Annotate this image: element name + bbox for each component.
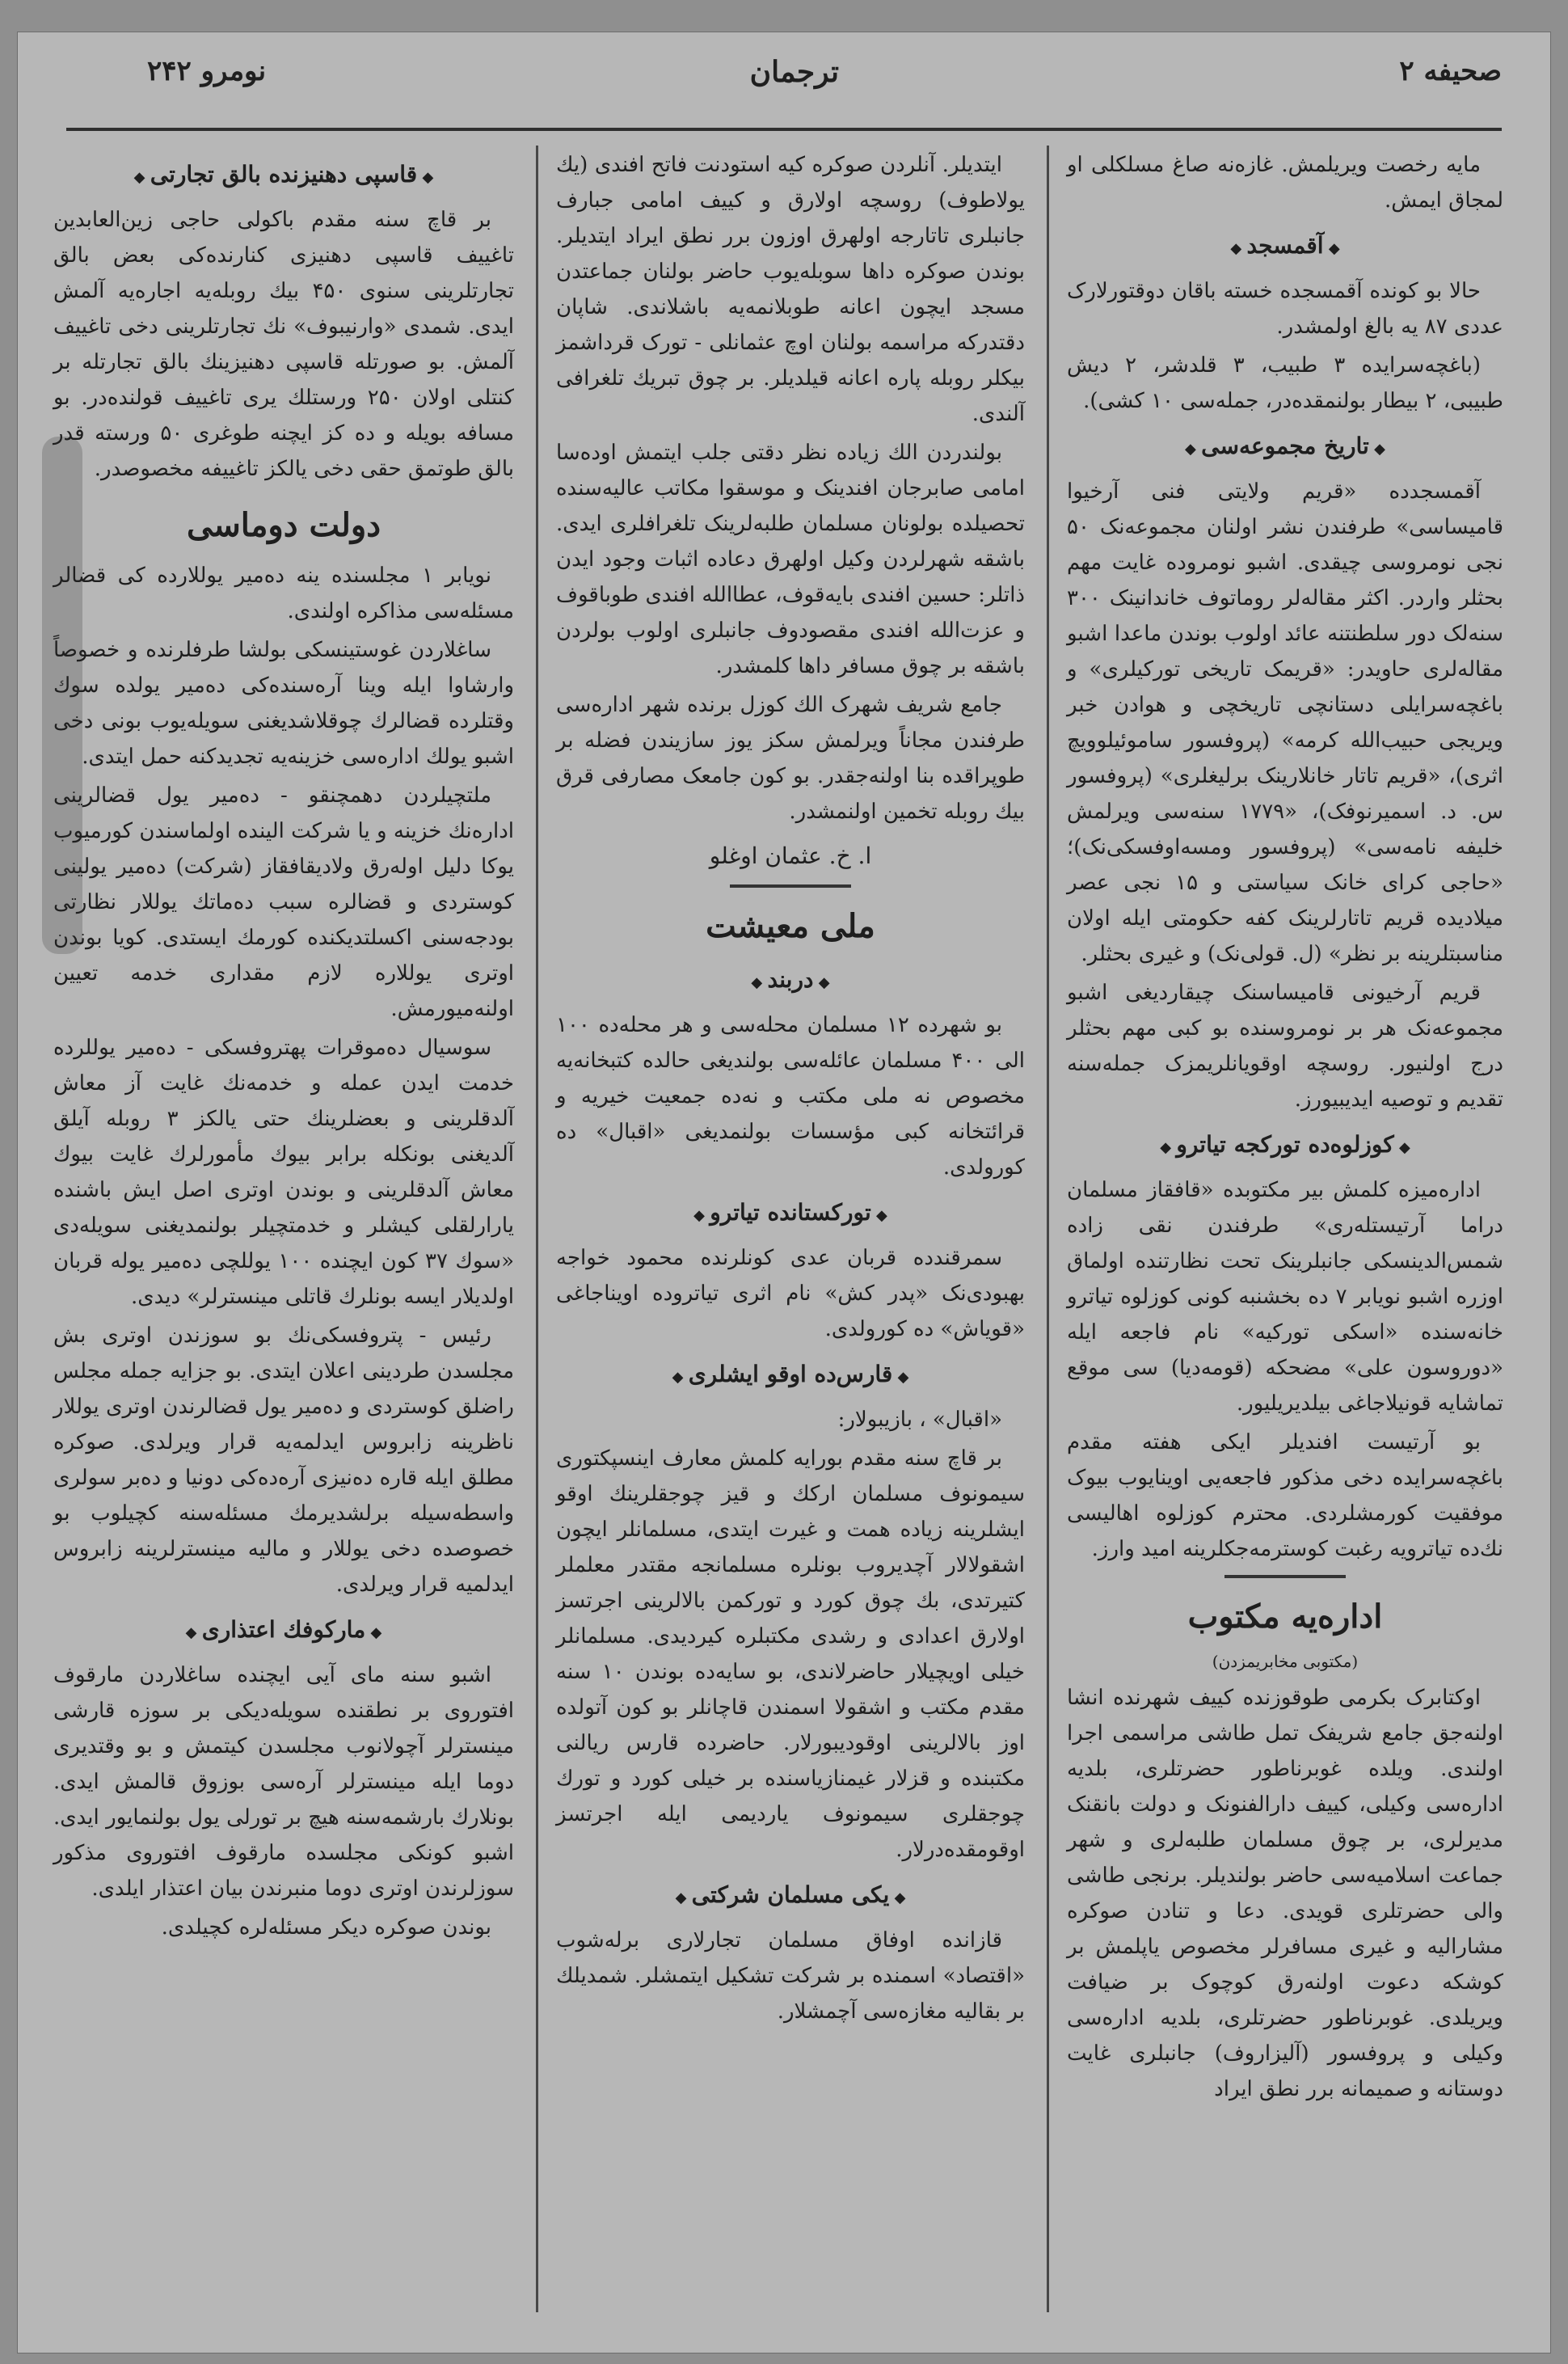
article-paragraph: ساغلاردن غوستینسکی بولشا طرفلرنده و خصوصاً وارشاوا ایله وینا آره‌سنده‌کی ده‌میر یولده سوك وقتلرده قضالرك چوقلاشدیغنی سویله‌یوب بونی دخی اشبو یولك اداره‌سی خزینه‌یه تجدیدکنه حمل ایتدی. xyxy=(53,638,514,769)
section-separator xyxy=(730,884,851,888)
page-header xyxy=(18,32,1550,129)
section-heading: ◆ تاریخ مجموعه‌سی ◆ xyxy=(1067,427,1503,469)
column-middle xyxy=(556,147,1025,2314)
article-paragraph: بر قاچ سنه مقدم باکولی حاجی زین‌العابدین تاغییف قاسپی دهنیزی کنارنده‌کی بعض بالق تجارتلرینی سنوی ۴۵۰ بیك روبله‌یه اجاره‌یه آلمش ایدی. شمدی «وارنیبوف» نك تجارتلرینی دخی تاغییف آلمش. بو صورتله قاسپی دهنیزینك بالق تجارتله بر کنتلی اولان ۲۵۰ ورستلك یری تاغییف قولنده‌در. بو مسافه بویله و ده کز ایچنه طوغری ۵۰ ورسته قدر بالق طوتمق حقی دخی یالکز تاغییفه مخصوصدر. xyxy=(53,208,515,481)
article-paragraph: حالا بو کونده آقمسجده خسته باقان دوقتورلارک عددی ۸۷ یه بالغ اولمشدر. xyxy=(1067,279,1503,339)
article-paragraph: نویابر ۱ مجلسنده ینه ده‌میر یوللارده کی قضالر مسئله‌سی مذاکره اولندی. xyxy=(53,564,514,623)
column-rule xyxy=(1047,146,1049,2312)
article-paragraph: قازانده اوفاق مسلمان تجارلاری برله‌شوب «اقتصاد» اسمنده بر شرکت تشکیل ایتمشلر. شمدیلك بر بقالیه مغازه‌سی آچمشلار. xyxy=(556,1928,1025,2024)
article-paragraph: آقمسجدده «قریم ولایتی فنی آرخیوا قامیساسی» طرفندن نشر اولنان مجموعه‌نک ۵۰ نجی نومروسی چیقدی. اشبو نومروده غایت مهم بحثلر واردر. اکثر مقاله‌لر روماتوف خاندانینک ۳۰۰ سنه‌لک دور سلطنتنه عائد اولوب بوندن ماعدا اشبو مقاله‌لری حاویدر: «قریمک تاریخی تورکیلری» و باغچه‌سرایلی دستانچی تاریخچی و هوادن خبر ویریجی حبیب‌الله کرمه» (پروفسور ساموئیلوویچ اثری)، «قریم تاتار خانلارینک برلیغلری» (پروفسور س. د. اسمیرنوفک)، «۱۷۷۹ سنه‌سی ویرلمش خلیفه نامه‌سی» (پروفسور ومسه‌اوفسکی‌نک)؛ «حاجی کرای خانک سیاستی و ۱۵ نجی عصر میلادیده قریم تاتارلرینک کفه حکومتی ایله اولان مناسبتلرینه بر نظر» (ل. قولی‌نک) و غیری بحثلر. xyxy=(1067,479,1503,966)
header-rule xyxy=(66,128,1502,131)
article-paragraph: ملتچیلردن دهمچنقو - ده‌میر یول قضالرینی اداره‌نك خزینه و یا شرکت الینده اولماسندن کورمیوب یوکا دلیل اوله‌رق ولادیقافقاز (شرکت) ده‌میر یولینی کوستردی و قضالره سبب ده‌ماتك یوللار نظارتی بودجه‌سنی اکسلتدیکنده کورمك ایستدی. کویا بوندن اوتری یوللاره لازم مقداری خدمه تعیین اولنه‌میورمش. xyxy=(53,783,514,1021)
section-heading: ◆ مارکوفك اعتذاری ◆ xyxy=(53,1610,514,1653)
article-paragraph: بوندن صوکره دیکر مسئله‌لره کچیلدی. xyxy=(161,1915,491,1940)
article-paragraph: اداره‌میزه کلمش بیر مکتوبده «قافقاز مسلمان دراما آرتیستله‌ری» طرفندن نقی زاده شمس‌الدینسکی جانبلرینک تحت نظارتنده اولماق اوزره اشبو نویابر ۷ ده بخشنبه کونی کوزلوه تیاترو خانه‌سنده «اسکی تورکیه» نام فاجعه ایله «دوروسون علی» مضحکه (قومه‌دیا) سی موقع تماشایه قونیلاجاغی بیلدیریلیور. xyxy=(1067,1178,1503,1416)
newspaper-title: ترجمان xyxy=(749,55,839,89)
article-paragraph: جامع شریف شهرک الك کوزل برنده شهر اداره‌سی طرفندن مجاناً ویرلمش سکز یوز سازیندن فضله بر طوپراقده بنا اولنه‌جقدر. بو کون جامعک مصارفی قرق بیك روبله تخمین اولنمشدر. xyxy=(556,693,1025,824)
section-heading: ◆ قارس‌ده اوقو ایشلری ◆ xyxy=(556,1355,1025,1397)
section-heading: ◆ یکی مسلمان شرکتی ◆ xyxy=(556,1876,1025,1918)
article-paragraph: اشبو سنه مای آیی ایچنده ساغلاردن مارقوف افتوروی بر نطقنده سویله‌دیکی بر سوزه قارشی مینسترلر آچولانوب مجلسدن کیتمش و بو وقتدیری دوما ایله مینسترلر آره‌سی بوزوق قالمش ایدی. بونلارك بارشمه‌سنه هیچ بر تورلی یول بولنمایور ایدی. اشبو کونکی مجلسده مارقوف افتوروی مذکور سوزلرندن اوتری دوما منبرندن بیان اعتذار ایلدی. xyxy=(53,1663,514,1901)
article-paragraph: سوسیال ده‌موقرات پهتروفسکی - ده‌میر یوللرده خدمت ایدن عمله و خدمه‌نك غایت آز معاش آلدقلرینی و بعضلرینك حتی یالکز ۳ روبله آیلق آلدیغنی بونکله برابر بیوك مأمورلرك غایت بیوك معاش آلدقلرینی و بوندن اوتری اصل ایش باشنده یارارلقلی کیشلر و خدمتچیلر بولنمدیغنی سویله‌دی «سوك ۳۷ کون ایچنده ۱۰۰ یوللچی ده‌میر یوله قربان اولدیلار ایسه بونلرك قاتلی مینسترلر» دیدی. xyxy=(53,1036,514,1309)
newspaper-page xyxy=(18,32,1550,2353)
column-right xyxy=(1067,147,1503,2314)
section-heading: ◆ قاسپی دهنیزنده بالق تجارتی ◆ xyxy=(53,155,514,197)
article-title: ملی معیشت xyxy=(706,907,875,945)
article-paragraph: رئیس - پتروفسکی‌نك بو سوزندن اوتری بش مجلسدن طردینی اعلان ایتدی. بو جزایه جمله مجلس راضلق کوستردی و ده‌میر یول قضالرندن اوتری یوللار ناظرینه زابروس ایدلمه‌یه قرار ویرلدی. صوکره مطلق ایله قاره ده‌نیزی آره‌ده‌کی دونیا و ده‌بر سولری واسطه‌سیله برلشدیرمك مسئله‌سنه کچیلوب بو خصوصده دخی یوللار و مالیه مینسترلرینه زابروس ایدلمیه قرار ویرلدی. xyxy=(53,1323,514,1597)
author-signature: ا. خ. عثمان اوغلو xyxy=(709,842,872,869)
section-heading: ◆ دربند ◆ xyxy=(556,960,1025,1003)
section-separator xyxy=(1224,1575,1346,1578)
section-heading: ◆ آقمسجد ◆ xyxy=(1067,226,1503,268)
section-heading: ◆ تورکستانده تیاترو ◆ xyxy=(556,1193,1025,1235)
article-paragraph: اوکتابرک بکرمی طوقوزنده کییف شهرنده انشا اولنه‌جق جامع شریفک تمل طاشی مراسمی اجرا اولندی. ویلده غوبرناطور حضرتلری، بلدیه اداره‌سی وکیلی، کییف دارالفنونک و دولت بانقنک مدیرلری، بر چوق مسلمان طلبه‌لری و شهر جماعت اسلامیه‌سی حاضر بولندیلر. برنجی طاشی والی حضرتلری قویدی. دعا و تنادن صوکره مشارالیه و غیری مسافرلر مخصوص یاپلمش بر کوشکه دعوت اولنه‌رق کوچوک بر ضیافت ویریلدی. غوبرناطور حضرتلری، بلدیه اداره‌سی وکیلی و پروفسور (آلیزاروف) جانبلری غایت دوستانه و صمیمانه برر نطق ایراد xyxy=(1067,1686,1503,2101)
article-paragraph: «اقبال» ، بازیبولار: xyxy=(837,1408,1002,1432)
column-left xyxy=(53,147,514,2314)
article-paragraph: بو شهرده ۱۲ مسلمان محله‌سی و هر محله‌ده ۱۰۰ الی ۴۰۰ مسلمان عائله‌سی بولندیغی حالده کتبخانه‌یه مخصوص نه ملی مکتب و نه‌ده جمعیت خیریه و قرائتخانه کبی مؤسسات بولنمدیغی «اقبال» ده کورولدی. xyxy=(556,1013,1025,1180)
article-paragraph: (باغچه‌سرایده ۳ طبیب، ۳ قلدشر، ۲ دیش طبیبی، ۲ بیطار بولنمقده‌در، جمله‌سی ۱۰ کشی). xyxy=(1067,353,1503,413)
article-paragraph: بو آرتیست افندیلر ایکی هفته مقدم باغچه‌سرایده دخی مذکور فاجعه‌یی اوینایوب بیوک موفقیت کورمشلردی. محترم کوزلوه اهالیسی نك‌ده تیاترویه رغبت کوسترمه‌جکلرینه امید وارز. xyxy=(1067,1430,1503,1561)
column-rule xyxy=(536,146,538,2312)
article-title: دولت دوماسی xyxy=(186,506,381,544)
article-paragraph: بولندردن الك زیاده نظر دقتی جلب ایتمش اوده‌سا امامی صابرجان افندینک و موسقوا مکاتب عالیه‌سنده تحصیلده بولونان مسلمان طلبه‌لرینک تلغرافلری ایدی. باشقه شهرلردن وکیل اولهرق دعاده اثبات وجود ایدن ذاتلر: حسین افندی بایه‌قوف، عطاالله افندی طوباقوف و عزت‌الله افندی مقصودوف جانبلری اولوب بولردن باشقه بر چوق مسافر داها کلمشدر. xyxy=(556,441,1025,678)
section-heading: ◆ کوزلوه‌ده تورکجه تیاترو ◆ xyxy=(1067,1125,1503,1167)
byline-note: (مکتوبی مخابریمزدن) xyxy=(1212,1652,1359,1671)
page-label: صحیفه ۲ xyxy=(1399,55,1502,87)
article-title: اداره‌یه مکتوب xyxy=(1187,1598,1383,1636)
issue-number: نومرو ۲۴۲ xyxy=(147,55,267,87)
article-paragraph: قریم آرخیونی قامیساسنک چیقاردیغی اشبو مجموعه‌نک هر بر نومروسنده بو کبی مهم بحثلر درج اولنیور. روسچه اوقویانلریمزک جمله‌سنه تقدیم و توصیه ایدیبیورز. xyxy=(1067,981,1503,1112)
article-paragraph: بر قاچ سنه مقدم بورایه کلمش معارف اینسپکتوری سیمونوف مسلمان ارکك و قیز چوجقلرینك اوقو ایشلرینه زیاده همت و غیرت ایتدی، مسلمانلر ایچون اشقولالار آچدیروب بونلره مسلمانجه مقتدر معلملر کتیرتدی، بك چوق کورد و تورکمن بالالرینی اجرتسز اولارق اعدادی و رشدی مکتبلره کیردیدی. مسلمانلر خیلی اویچیلار حاضرلاندی، بو سایه‌ده بوندن ۱۰ سنه مقدم مکتب و اشقولا اسمندن قاچانلر بو کون آتولده اوز بالالرینی اوقودیبورلار. حاضرده قارس ریالنی مکتبنده و قزلار غیمنازیاسنده بر خیلی کورد و تورك چوجقلری سیمونوف یاردیمی ایله اجرتسز اوقومقده‌درلار. xyxy=(556,1446,1025,1862)
article-paragraph: ایتدیلر. آنلردن صوکره کیه استودنت فاتح افندی (یك یولاطوف) روسچه اولارق و کییف امامی جبارف جانبلری تاتارجه اولهرق اوزون برر نطق ایراد ایتدیلر. بوندن صوکره داها سوبله‌یوب حاضر بولنان جماعتدن مسجد ایچون اعانه طوبلانمه‌یه باشلاندی. شاپان دقتدرکه مراسمه بولنان اوچ عثمانلی - تورک قرداشمز بیکلر روبله پاره اعانه قیلدیلر. بر چوق تبریك تلغرافی آلندی. xyxy=(556,153,1025,426)
article-paragraph: سمرقندده قربان عدی کونلرنده محمود خواجه بهبودی‌نک «پدر کش» نام اثری تیاتروده اویناجاغی «قویاش» ده کورولدی. xyxy=(556,1246,1025,1341)
article-paragraph: مایه رخصت ویریلمش. غازه‌نه صاغ مسلکلی او لمجاق ایمش. xyxy=(1067,153,1503,213)
margin-stamp xyxy=(42,437,82,954)
